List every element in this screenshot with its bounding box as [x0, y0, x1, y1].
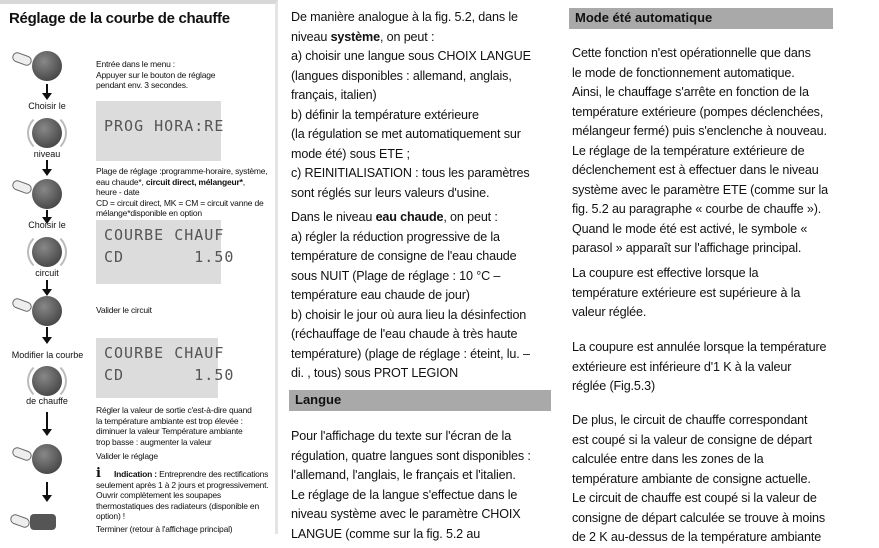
arrow-down-icon: [46, 412, 48, 430]
text-bold: circuit direct, mélangeur*: [145, 176, 243, 187]
right-paragraph-2: La coupure est effective lorsque la température extérieure est supérieure à la valeur réglée.: [572, 266, 801, 319]
text-bold: système: [330, 29, 380, 44]
knob-press-icon: [32, 296, 62, 326]
arrow-down-icon: [46, 210, 48, 218]
knob-press-icon: [32, 51, 62, 81]
hand-press-icon: [9, 513, 31, 529]
text: , heure - date CD = circuit direct, MK = CM = circuit vanne de mélange*disponible en option: [96, 176, 264, 218]
step-enter-menu: Entrée dans le menu : Appuyer sur le bouton de réglage pendant env. 3 secondes.: [96, 59, 216, 90]
label-circuit: circuit: [35, 268, 59, 278]
middle-paragraph-1: [291, 8, 556, 203]
panel-title: Réglage de la courbe de chauffe: [9, 10, 230, 27]
label-heating: de chauffe: [26, 396, 68, 406]
right-paragraph-1: Cette fonction n'est opérationnelle que dans le mode de fonctionnement automatique. Ainsi, le chauffage s'arrête en fonction de la température extérieure (pompes déclenchées, mélangeur fermé) puis s'enclenche à nouveau. Le réglage de la température extérieure de déclenchement est à effectuer dans le niveau système avec le paramètre ETE (comme sur la fig. 5.2 au paragraphe « courbe de chauffe »). Quand le mode été est activé, le symbole « parasol » apparaît sur l'affichage principal.: [572, 46, 829, 255]
text: , on peut : a) régler la réduction progressive de la température de consigne de l'eau chaude sous NUIT (Plage de réglage : 10 °C – température eau chaude de jour) b) choisir le jour où aura lieu la désinfection (réchauffage de l'eau chaude à très haute température) (plage de réglage : éteint, lu. – di. , tous) sous PROT LEGION: [291, 210, 530, 380]
remote-button-icon: [30, 514, 56, 530]
hand-press-icon: [11, 179, 33, 195]
step-adjust: Régler la valeur de sortie c'est-à-dire quand la température ambiante est trop élevée : diminuer la valeur Température ambiante trop basse : augmenter la valeur: [96, 405, 252, 447]
label-choose-level: Choisir le: [28, 101, 66, 111]
step-range: [96, 166, 271, 219]
middle-paragraph-3: Pour l'affichage du texte sur l'écran de la régulation, quatre langues sont disponibles : l'allemand, l'anglais, le français et l'italien. Le réglage de la langue s'effectue dans le niveau système avec le paramètre CHOIX LANGUE (comme sur la fig. 5.2 au: [291, 429, 531, 541]
text: De manière analogue à la fig. 5.2, dans le niveau: [291, 10, 518, 44]
arrow-down-icon: [46, 84, 48, 94]
text: , on peut : a) choisir une langue sous CHOIX LANGUE (langues disponibles : allemand, anglais, français, italien) b) définir la température extérieure (la régulation se met automatiquement sur mode été) sous ETE ; c) REINITIALISATION : tous les paramètres sont réglés sur leurs valeurs d'usine.: [291, 29, 531, 200]
knob-press-icon: [32, 179, 62, 209]
hand-press-icon: [11, 297, 33, 313]
text: Dans le niveau: [291, 210, 376, 224]
step-validate-circuit: Valider le circuit: [96, 305, 152, 315]
section-header-langue: Langue: [289, 390, 551, 411]
knob-rotate-icon: [32, 118, 62, 148]
right-paragraph-4: De plus, le circuit de chauffe correspondant est coupé si la valeur de consigne de départ calculée entre dans les zones de la température ambiante de consigne actuelle. Le circuit de chauffe est coupé si la valeur de consigne de départ calculée se trouve à moins de 2 K au-dessus de la température ambiante: [572, 413, 825, 544]
knob-rotate-icon: [32, 366, 62, 396]
middle-paragraph-2: [291, 208, 556, 384]
arrow-down-icon: [46, 160, 48, 170]
hand-press-icon: [11, 51, 33, 67]
lcd-prog-horaire: PROG HORA:RE: [96, 101, 221, 161]
note: [96, 466, 276, 522]
arrow-down-icon: [46, 327, 48, 338]
text: Plage de réglage :programme-horaire, système, eau chaude*,: [96, 166, 268, 187]
step-finish: Terminer (retour à l'affichage principal): [96, 524, 233, 534]
knob-press-icon: [32, 444, 62, 474]
label-choose-circuit: Choisir le: [28, 220, 66, 230]
knob-rotate-icon: [32, 237, 62, 267]
label-modify-curve: Modifier la courbe: [11, 350, 84, 360]
note-label: Indication :: [114, 469, 157, 479]
section-header-mode-ete: Mode été automatique: [569, 8, 833, 29]
arrow-down-icon: [46, 280, 48, 290]
lcd-courbe-1: COURBE CHAUF CD 1.50: [96, 220, 221, 284]
right-paragraph-3: La coupure est annulée lorsque la température extérieure est inférieure d'1 K à la valeur réglée (Fig.5.3): [572, 340, 827, 393]
step-validate: Valider le réglage: [96, 451, 158, 461]
heating-curve-panel: [0, 0, 278, 534]
text-bold: eau chaude: [375, 210, 444, 224]
label-level: niveau: [33, 149, 61, 159]
info-icon: i: [96, 466, 101, 481]
note-text: Entreprendre des rectifications seulement après 1 à 2 jours et progressivement. Ouvrir complètement les soupapes thermostatiques des radiateurs (disponible en option) !: [96, 469, 269, 521]
hand-press-icon: [11, 446, 33, 462]
arrow-down-icon: [46, 482, 48, 496]
lcd-courbe-2: COURBE CHAUF CD 1.50: [96, 338, 218, 398]
